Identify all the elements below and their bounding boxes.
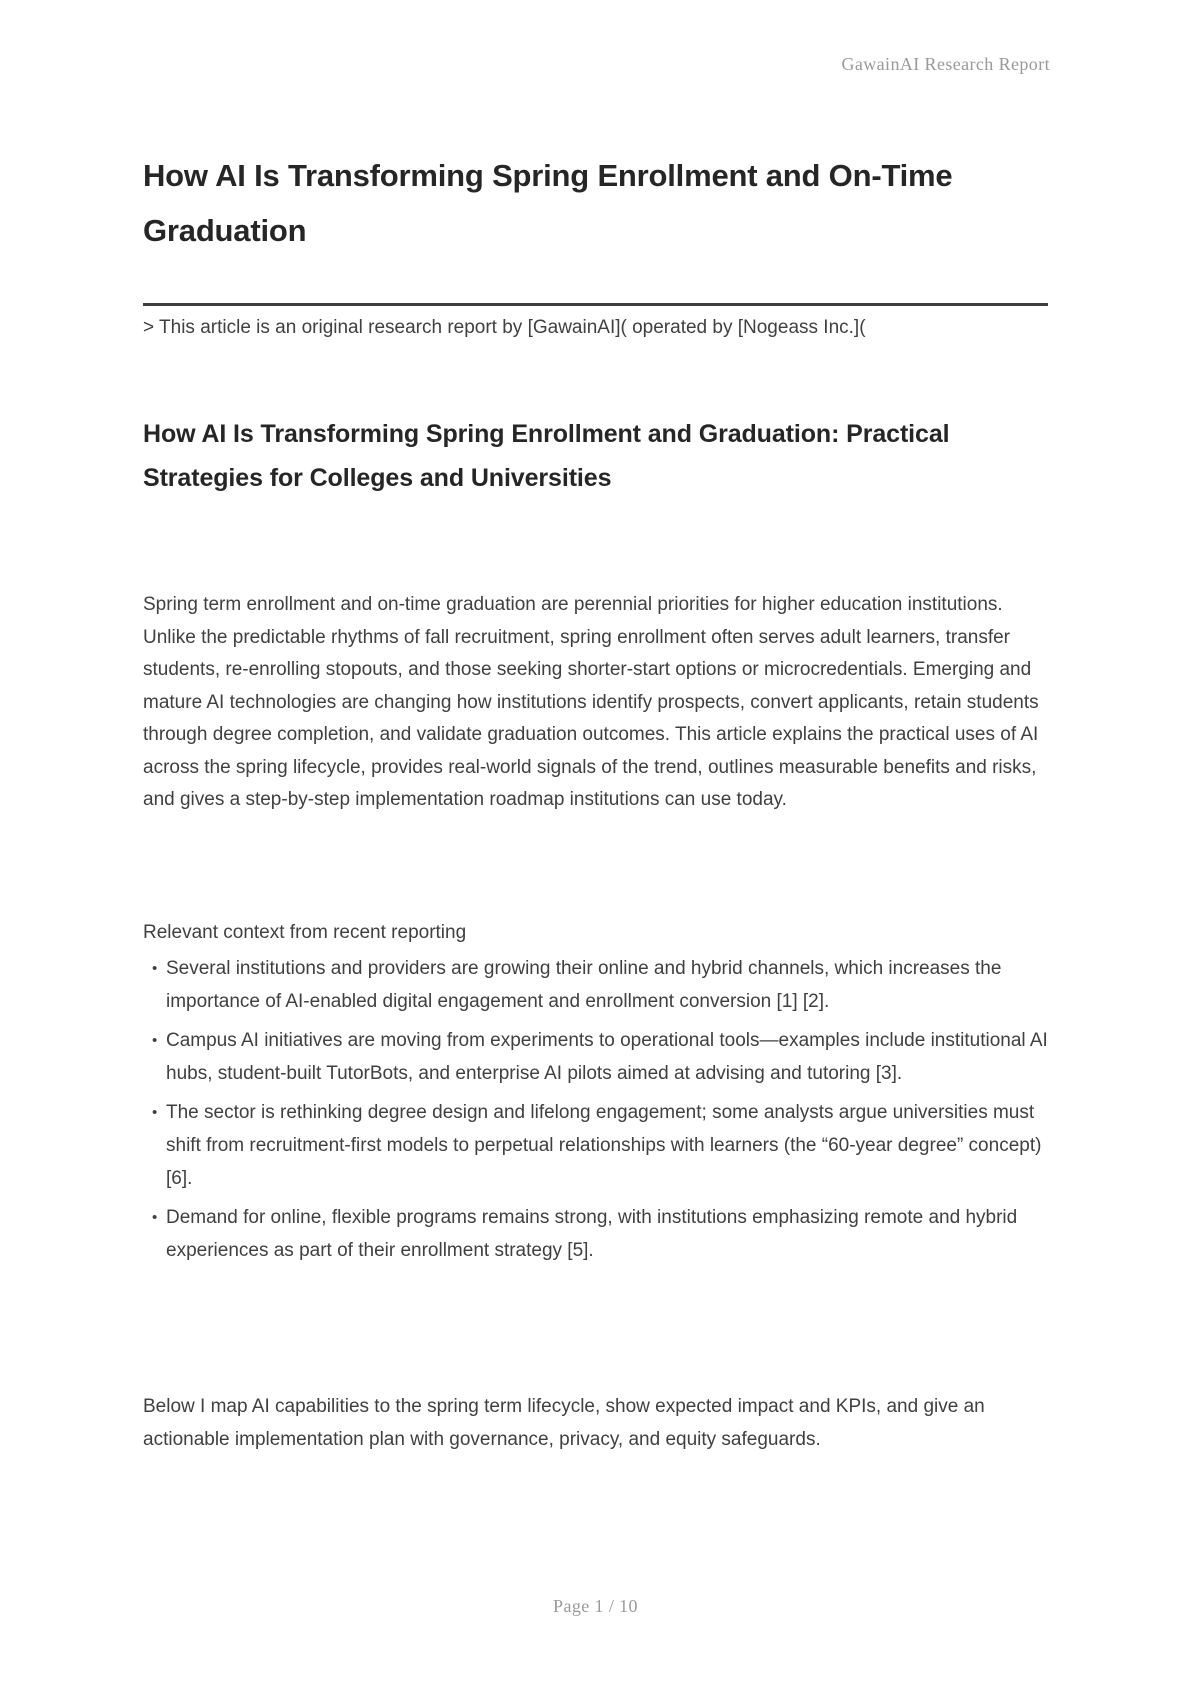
attribution-line: > This article is an original research report by [GawainAI]( operated by [Nogeass Inc.](: [143, 317, 866, 338]
bullet-icon: •: [152, 960, 158, 977]
list-item: [152, 1096, 1048, 1195]
list-item-text: Several institutions and providers are growing their online and hybrid channels, which increases the importance of AI-enabled digital engagement and enrollment conversion [1] [2].: [166, 958, 1002, 1012]
bullet-icon: •: [152, 1104, 158, 1121]
article-title: How AI Is Transforming Spring Enrollment and On-Time Graduation: [143, 158, 953, 248]
list-item: [152, 952, 1048, 1018]
list-item-text: Campus AI initiatives are moving from experiments to operational tools—examples include institutional AI hubs, student-built TutorBots, and enterprise AI pilots aimed at advising and tutoring [3].: [166, 1030, 1048, 1084]
list-item: [152, 1201, 1048, 1267]
list-item-text: Demand for online, flexible programs remains strong, with institutions emphasizing remote and hybrid experiences as part of their enrollment strategy [5].: [166, 1207, 1018, 1261]
list-item-text: The sector is rethinking degree design and lifelong engagement; some analysts argue universities must shift from recruitment-first models to perpetual relationships with learners (the “60-year degree” concept) [6].: [166, 1102, 1042, 1189]
running-header: GawainAI Research Report: [841, 54, 1050, 74]
context-bullet-list: [143, 952, 1048, 1273]
title-rule: [143, 303, 1048, 306]
bullet-icon: •: [152, 1032, 158, 1049]
intro-paragraph: Spring term enrollment and on-time graduation are perennial priorities for higher education institutions. Unlike the predictable rhythms of fall recruitment, spring enrollment often serves adult learners, transfer students, re-enrolling stopouts, and those seeking shorter-start options or microcredentials. Emerging and mature AI technologies are changing how institutions identify prospects, convert applicants, retain students through degree completion, and validate graduation outcomes. This article explains the practical uses of AI across the spring lifecycle, provides real-world signals of the trend, outlines measurable benefits and risks, and gives a step-by-step implementation roadmap institutions can use today.: [143, 594, 1039, 810]
list-item: [152, 1024, 1048, 1090]
closing-paragraph: Below I map AI capabilities to the spring term lifecycle, show expected impact and KPIs, and give an actionable implementation plan with governance, privacy, and equity safeguards.: [143, 1396, 985, 1450]
bullet-icon: •: [152, 1209, 158, 1226]
page-number: Page 1 / 10: [553, 1596, 638, 1616]
section-heading: How AI Is Transforming Spring Enrollment and Graduation: Practical Strategies for Colleges and Universities: [143, 420, 950, 492]
context-label: Relevant context from recent reporting: [143, 922, 467, 943]
